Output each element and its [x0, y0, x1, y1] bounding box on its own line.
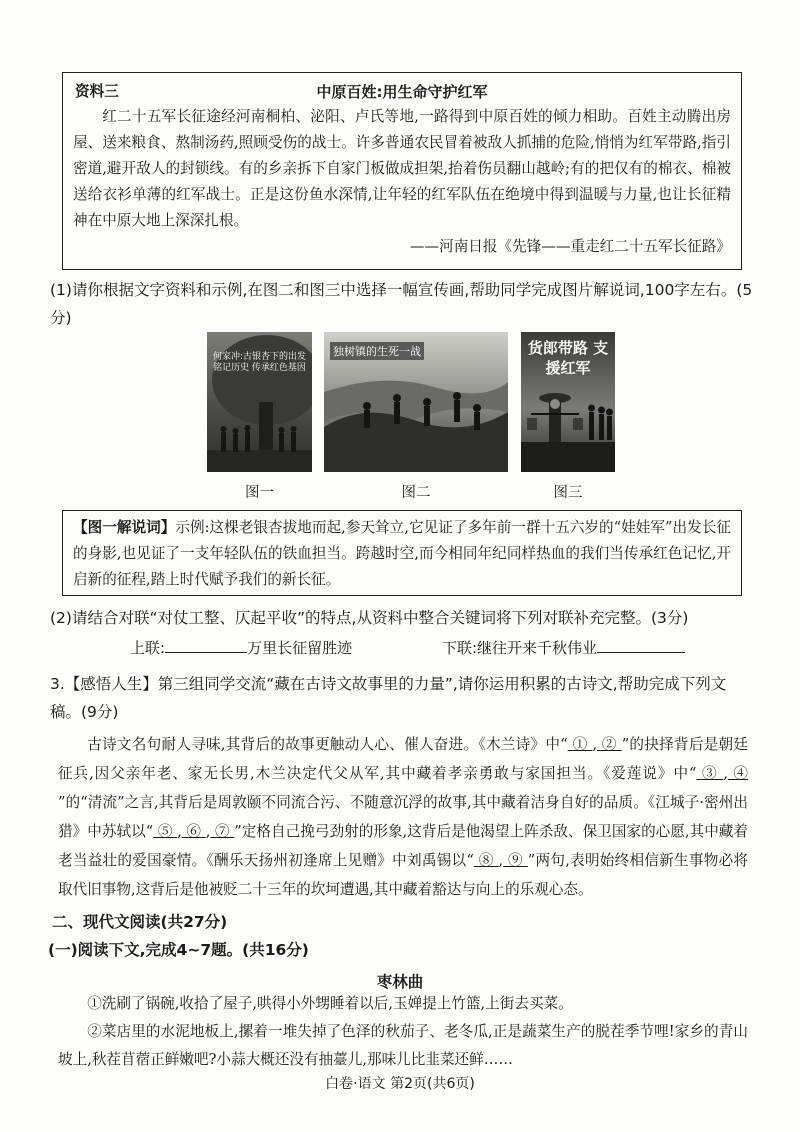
- poetry-passage: [58, 730, 748, 904]
- couplet-upper: [130, 636, 352, 658]
- figure-one-image: [207, 332, 312, 472]
- passage-text: ,: [205, 823, 211, 840]
- passage-text: 古诗文名句耐人寻味,其背后的故事更触动人心、催人奋进。《木兰诗》中“: [87, 736, 568, 753]
- question-2: (2)请结合对联“对仗工整、仄起平收”的特点,从资料中整合关键词将下列对联补充完整。(3分): [50, 609, 689, 627]
- section-two-title: 二、现代文阅读(共27分): [52, 913, 228, 931]
- page-footer: 白卷·语文 第2页(共6页): [325, 1076, 475, 1092]
- blank-8[interactable]: ⑧: [473, 852, 499, 869]
- question-1: (1)请你根据文字资料和示例,在图二和图三中选择一幅宣传画,帮助同学完成图片解说词,100字左右。(5分): [50, 281, 753, 327]
- blank-5[interactable]: ⑤: [153, 823, 178, 840]
- passage-text: ,: [177, 823, 182, 840]
- blank-1[interactable]: ①: [567, 736, 593, 753]
- material-three-box: [62, 72, 742, 270]
- figure-two-overlay-text: 独树镇的生死一战: [330, 342, 424, 360]
- couplet-lower-text: 下联:继往开来千秋伟业: [442, 639, 598, 657]
- blank-6[interactable]: ⑥: [181, 823, 206, 840]
- blank-9[interactable]: ⑨: [503, 852, 528, 869]
- figure-three-caption: 图三: [553, 485, 583, 501]
- example-text: 示例:这棵老银杏拔地而起,参天耸立,它见证了多年前一群十五六岁的“娃娃军”出发长征的身影,也见证了一支年轻队伍的铁血担当。跨越时空,而今相同年纪同样热血的我们当传承红色记忆,开启新的征程,踏上时代赋予我们的新长征。: [73, 519, 731, 588]
- section-two-subtitle: (一)阅读下文,完成4~7题。(共16分): [48, 941, 309, 959]
- material-label: 资料三: [75, 83, 119, 100]
- example-caption-box: [62, 510, 742, 596]
- figure-three-overlay-text: 货郎带路 支援红军: [527, 339, 609, 377]
- passage-text: ”的“清流”之言,其背后是周敦颐不同流合污、不随意沉浮的故事,其中藏着洁身自好的品质。《江城子·密州出猎》中苏轼以“: [58, 794, 748, 840]
- passage-text: ,: [723, 765, 728, 782]
- figure-one-caption: 图一: [245, 485, 274, 501]
- couplet-upper-blank[interactable]: [165, 636, 247, 653]
- couplet-upper-text: 万里长征留胜迹: [247, 639, 353, 657]
- passage-text: ,: [498, 852, 504, 869]
- figure-one-overlay-text: 何家冲:古银杏下的出发 铭记历史 传承红色基因: [212, 352, 307, 373]
- question-3-heading: 3.【感悟人生】第三组同学交流“藏在古诗文故事里的力量”,请你运用积累的古诗文,帮助完成下列文稿。(9分): [50, 675, 727, 721]
- material-title: 中原百姓:用生命守护红军: [316, 83, 488, 101]
- example-label: 【图一解说词】: [73, 519, 176, 536]
- blank-7[interactable]: ⑦: [210, 823, 235, 840]
- passage-text: ”两句,表明始终相信新生事物必将取代旧事物,这背后是他被贬二十三年的坎坷遭遇,其中藏着豁达与向上的乐观心态。: [58, 852, 749, 898]
- passage-text: ”的抉择背后是朝廷征兵,因父亲年老、家无长男,木兰决定代父从军,其中藏着孝亲勇敢与家国担当。《爱莲说》中“: [58, 736, 749, 782]
- figure-three-image: [521, 332, 615, 472]
- article-paragraph-1: ①洗刷了锅碗,收拾了屋子,哄得小外甥睡着以后,玉婵提上竹篮,上街去买菜。: [87, 995, 573, 1012]
- couplet-upper-label: 上联:: [130, 639, 166, 657]
- blank-4[interactable]: ④: [727, 765, 749, 782]
- passage-text: ,: [592, 736, 598, 753]
- figure-two-image: [324, 332, 508, 472]
- couplet-lower: [442, 636, 685, 658]
- blank-2[interactable]: ②: [597, 736, 622, 753]
- blank-3[interactable]: ③: [696, 765, 724, 782]
- couplet-lower-blank[interactable]: [597, 636, 685, 653]
- material-body: 红二十五军长征途经河南桐柏、泌阳、卢氏等地,一路得到中原百姓的倾力相助。百姓主动腾出房屋、送来粮食、熬制汤药,照顾受伤的战士。许多普通农民冒着被敌人抓捕的危险,悄悄为红军带路,指引密道,避开敌人的封锁线。有的乡亲拆下自家门板做成担架,抬着伤员翻山越岭;有的把仅有的棉衣、棉被送给衣衫单薄的红军战士。正是这份鱼水深情,让年轻的红军队伍在绝境中得到温暖与力量,也让长征精神在中原大地上深深扎根。: [73, 108, 731, 229]
- passage-text: ”定格自己挽弓劲射的形象,这背后是他渴望上阵杀敌、保卫国家的心愿,其中藏着老当益壮的爱国豪情。《酬乐天扬州初逢席上见赠》中刘禹锡以“: [58, 823, 749, 869]
- article-paragraph-2: ②菜店里的水泥地板上,摞着一堆失掉了色泽的秋茄子、老冬瓜,正是蔬菜生产的脱茬季节哩!家乡的青山坡上,秋茬苜蓿正鲜嫩吧?小蒜大概还没有抽薹儿,那味儿比韭菜还鲜……: [58, 1023, 748, 1068]
- figure-two-caption: 图二: [401, 485, 431, 501]
- material-source: ——河南日报《先锋——重走红二十五军长征路》: [409, 238, 731, 255]
- material-header: [73, 79, 731, 103]
- article-title: 枣林曲: [376, 973, 424, 991]
